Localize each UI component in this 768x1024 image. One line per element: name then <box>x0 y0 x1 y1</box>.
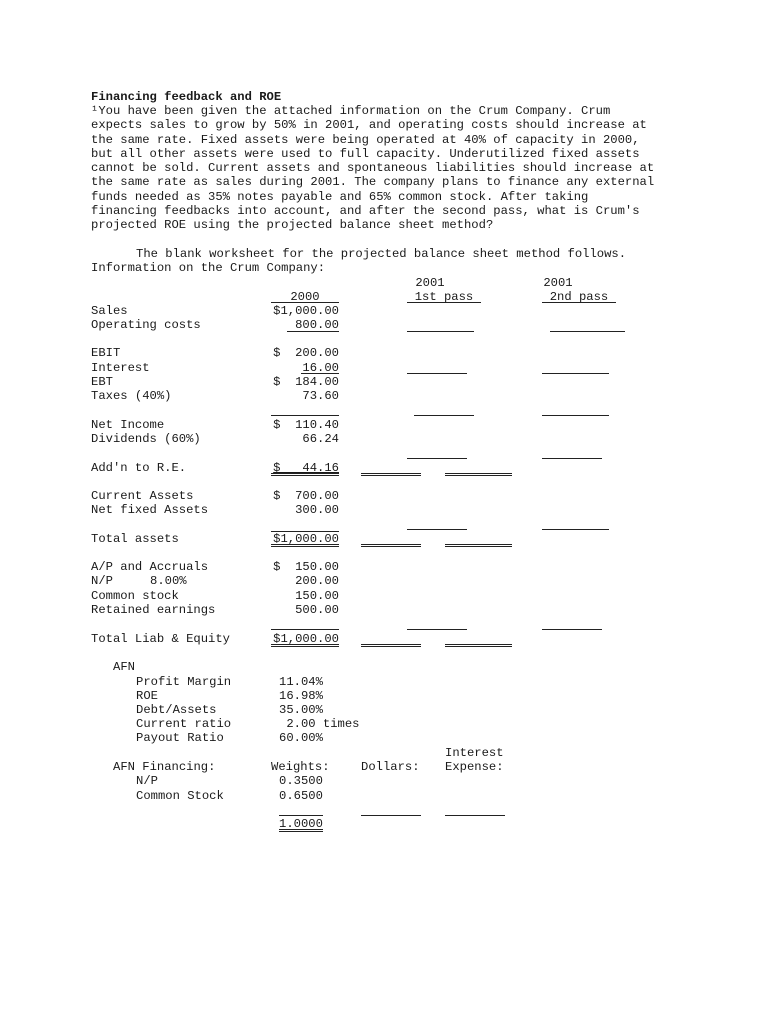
financing-np-label: N/P <box>136 774 158 788</box>
intro-line: expects sales to grow by 50% in 2001, and operating costs should increase at <box>91 118 647 132</box>
value-ebt: $ 184.00 <box>273 375 339 389</box>
row-label-dividends: Dividends (60%) <box>91 432 201 446</box>
ratio-label: ROE <box>136 689 158 703</box>
row-label-total-assets: Total assets <box>91 532 179 546</box>
worksheet-note: The blank worksheet for the projected balance sheet method follows. <box>136 247 627 261</box>
value-addn-re: $ 44.16 <box>273 461 339 475</box>
ratio-value: 35.00% <box>279 703 323 717</box>
financing-np-weight: 0.3500 <box>279 774 323 788</box>
row-label-net-fixed-assets: Net fixed Assets <box>91 503 209 517</box>
intro-line: projected ROE using the projected balance sheet method? <box>91 218 494 232</box>
blank-line <box>542 458 602 459</box>
intro-line: ¹You have been given the attached information on the Crum Company. Crum <box>91 104 611 118</box>
intro-line: financing feedbacks into account, and after the second pass, what is Crum's <box>91 204 640 218</box>
afn-label: AFN <box>113 660 135 674</box>
intro-line: the same rate as sales during 2001. The company plans to finance any external <box>91 175 655 189</box>
blank-line <box>414 415 474 416</box>
row-label-sales: Sales <box>91 304 128 318</box>
ratio-label: Debt/Assets <box>136 703 217 717</box>
blank-line <box>361 815 421 816</box>
blank-line <box>407 458 467 459</box>
row-label-ebt: EBT <box>91 375 113 389</box>
col-2000-header: 2000 <box>290 290 320 304</box>
value-ebit: $ 200.00 <box>273 346 339 360</box>
weights-header: Weights: <box>271 760 330 774</box>
row-label-addn-re: Add'n to R.E. <box>91 461 187 475</box>
value-net-income: $ 110.40 <box>273 418 339 432</box>
value-common-stock: 150.00 <box>295 589 339 603</box>
expense-header: Expense: <box>445 760 504 774</box>
blank-double-line <box>445 473 512 476</box>
notes-payable-rate: 8.00% <box>150 574 187 588</box>
page-title: Financing feedback and ROE <box>91 90 282 104</box>
intro-line: funds needed as 35% notes payable and 65% common stock. After taking <box>91 190 589 204</box>
row-label-net-income: Net Income <box>91 418 165 432</box>
row-label-interest: Interest <box>91 361 150 375</box>
blank-line <box>445 815 505 816</box>
row-label-retained-earnings: Retained earnings <box>91 603 216 617</box>
blank-line <box>542 415 609 416</box>
ratio-label: Profit Margin <box>136 675 232 689</box>
value-current-assets: $ 700.00 <box>273 489 339 503</box>
blank-line <box>542 529 609 530</box>
row-label-common-stock: Common stock <box>91 589 179 603</box>
col-2001-second-year: 2001 <box>543 276 573 290</box>
value-notes-payable: 200.00 <box>295 574 339 588</box>
ratio-value: 2.00 times <box>279 717 360 731</box>
value-operating-costs: 800.00 <box>295 318 339 332</box>
blank-line <box>407 331 474 332</box>
afn-financing-label: AFN Financing: <box>113 760 216 774</box>
blank-double-line <box>361 544 421 547</box>
value-ap-accruals: $ 150.00 <box>273 560 339 574</box>
financing-cs-label: Common Stock <box>136 789 224 803</box>
row-label-notes-payable: N/P <box>91 574 113 588</box>
row-label-ap-accruals: A/P and Accruals <box>91 560 209 574</box>
financing-cs-weight: 0.6500 <box>279 789 323 803</box>
value-net-fixed-assets: 300.00 <box>295 503 339 517</box>
blank-double-line <box>445 644 512 647</box>
value-sales: $1,000.00 <box>273 304 339 318</box>
blank-line <box>542 629 602 630</box>
row-label-ebit: EBIT <box>91 346 121 360</box>
row-label-current-assets: Current Assets <box>91 489 194 503</box>
row-label-total-liab-equity: Total Liab & Equity <box>91 632 230 646</box>
ratio-value: 16.98% <box>279 689 323 703</box>
row-label-operating-costs: Operating costs <box>91 318 201 332</box>
ratio-label: Current ratio <box>136 717 232 731</box>
value-retained-earnings: 500.00 <box>295 603 339 617</box>
info-line: Information on the Crum Company: <box>91 261 326 275</box>
ratio-value: 60.00% <box>279 731 323 745</box>
col-2001-second-pass: 2nd pass <box>549 290 609 304</box>
value-interest: 16.00 <box>302 361 339 375</box>
intro-line: but all other assets were used to full capacity. Underutilized fixed assets <box>91 147 640 161</box>
blank-line <box>542 373 609 374</box>
dollars-header: Dollars: <box>361 760 420 774</box>
value-dividends: 66.24 <box>302 432 339 446</box>
blank-double-line <box>445 544 512 547</box>
ratio-value: 11.04% <box>279 675 323 689</box>
blank-line <box>407 629 467 630</box>
ratio-label: Payout Ratio <box>136 731 224 745</box>
blank-double-line <box>361 644 421 647</box>
blank-line <box>407 529 467 530</box>
financing-total-weight: 1.0000 <box>279 817 323 831</box>
blank-line <box>407 373 467 374</box>
value-total-assets: $1,000.00 <box>273 532 339 546</box>
intro-line: the same rate. Fixed assets were being operated at 40% of capacity in 2000, <box>91 133 640 147</box>
col-2001-first-year: 2001 <box>415 276 445 290</box>
row-label-taxes: Taxes (40%) <box>91 389 172 403</box>
blank-line <box>550 331 625 332</box>
value-total-liab-equity: $1,000.00 <box>273 632 339 646</box>
blank-double-line <box>361 473 421 476</box>
interest-header: Interest <box>445 746 504 760</box>
value-taxes: 73.60 <box>302 389 339 403</box>
intro-line: cannot be sold. Current assets and spontaneous liabilities should increase at <box>91 161 655 175</box>
col-2001-first-pass: 1st pass <box>414 290 474 304</box>
